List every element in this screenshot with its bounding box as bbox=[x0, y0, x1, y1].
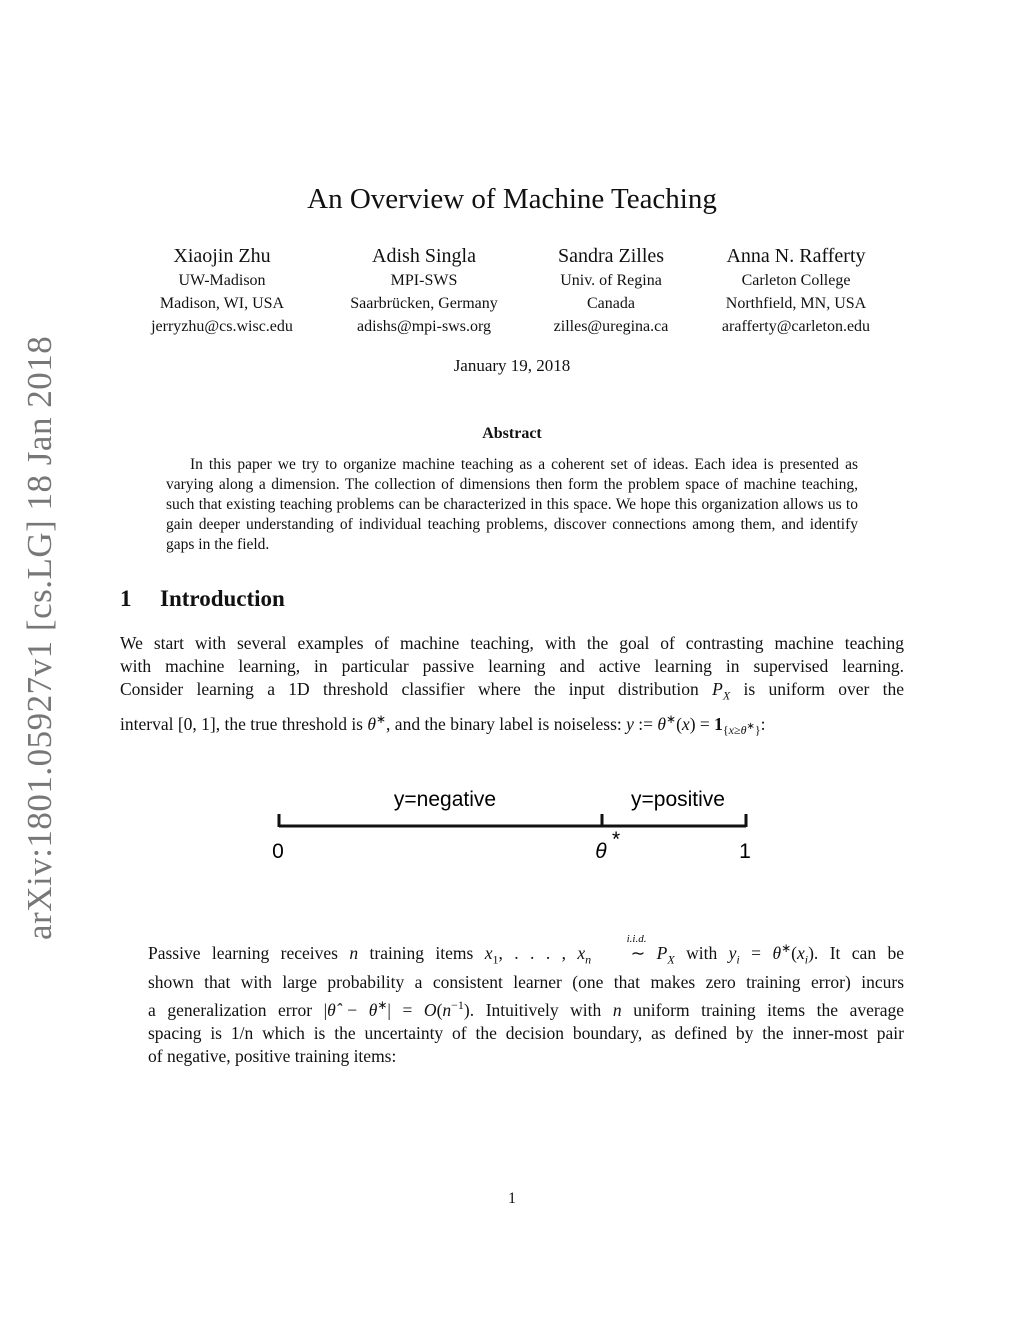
author-location: Saarbrücken, Germany bbox=[350, 295, 498, 312]
line-text: training items bbox=[369, 942, 474, 963]
author-4 bbox=[696, 243, 896, 338]
author-name: Anna N. Rafferty bbox=[726, 245, 866, 267]
section-heading bbox=[120, 586, 285, 612]
line-text: interval [0, 1], the true threshold is bbox=[120, 713, 363, 734]
line-text: uniform training items the average bbox=[633, 1000, 904, 1021]
author-name: Adish Singla bbox=[372, 245, 476, 267]
author-name: Xiaojin Zhu bbox=[173, 245, 271, 267]
author-affiliation: UW-Madison bbox=[178, 272, 266, 289]
math-var: P bbox=[712, 679, 723, 699]
page-number: 1 bbox=[508, 1190, 516, 1207]
author-email[interactable]: zilles@uregina.ca bbox=[553, 318, 669, 335]
paragraph-line: shown that with large probability a consistent learner (one that makes zero training error) incurs bbox=[148, 972, 904, 993]
paragraph-line bbox=[120, 678, 904, 708]
author-1 bbox=[122, 243, 322, 338]
line-text: , and the binary label is noiseless: bbox=[386, 713, 622, 734]
line-text: with bbox=[686, 942, 718, 963]
paragraph-line: a generalization error |θ̂ − $\theta^∗| = O(n^{-1})$. Intuitively with n uniform training items the average bbox=[148, 998, 904, 1021]
label-negative: y=negative bbox=[393, 788, 497, 811]
paragraph-line: interval [0, 1], the true threshold is θ∗, and the binary label is noiseless: y := $\theta^∗(x) = 1_{\{x\ge\theta^∗\}}$: bbox=[120, 711, 766, 737]
tick-label-theta-star: * bbox=[612, 828, 621, 851]
label-positive: y=positive bbox=[631, 788, 725, 811]
author-email[interactable]: adishs@mpi-sws.org bbox=[357, 318, 491, 335]
section-number: 1 bbox=[120, 586, 132, 611]
tick-label-one: 1 bbox=[739, 840, 751, 863]
arxiv-identifier: arXiv:1801.05927v1 [cs.LG] 18 Jan 2018 bbox=[20, 335, 59, 940]
line-text: . It can be bbox=[813, 942, 904, 963]
line-text: Consider learning a 1D threshold classifier where the input distribution bbox=[120, 679, 699, 699]
passive-learning-paragraph bbox=[120, 932, 904, 1068]
intro-paragraph bbox=[120, 632, 904, 742]
paper-title: An Overview of Machine Teaching bbox=[307, 183, 717, 215]
paragraph-line: We start with several examples of machine teaching, with the goal of contrasting machine teaching bbox=[120, 633, 904, 653]
author-affiliation: Carleton College bbox=[741, 272, 851, 289]
abstract-text: In this paper we try to organize machine teaching as a coherent set of ideas. Each idea is presented as varying along a dimension. The collection of dimensions then form the problem space of machine teaching, such that existing teaching problems can be characterized in this space. We hope this organization allows us to gain deeper understanding of individual teaching problems, discover connections among them, and identify gaps in the field. bbox=[166, 456, 858, 553]
author-location: Madison, WI, USA bbox=[159, 295, 285, 312]
author-email[interactable]: arafferty@carleton.edu bbox=[721, 318, 871, 335]
math-sub: X bbox=[722, 688, 731, 703]
paragraph-line: with machine learning, in particular passive learning and active learning in supervised learning. bbox=[120, 656, 904, 676]
line-text: Passive learning receives bbox=[148, 942, 338, 963]
line-text: a generalization error bbox=[148, 1000, 313, 1021]
author-2 bbox=[324, 243, 524, 338]
author-affiliation: Univ. of Regina bbox=[560, 272, 662, 289]
author-affiliation: MPI-SWS bbox=[390, 272, 458, 289]
author-email[interactable]: jerryzhu@cs.wisc.edu bbox=[151, 318, 293, 335]
author-name: Sandra Zilles bbox=[557, 245, 665, 267]
paragraph-line: Passive learning receives n training items $x_1$, . . . , $x_n$ i.i.d. ∼ $P_X$ with $y_i = \theta^∗(x_i)$. It can be bbox=[120, 937, 904, 971]
author-3 bbox=[521, 243, 701, 338]
threshold-figure bbox=[260, 780, 770, 870]
line-text: . Intuitively with bbox=[469, 1000, 602, 1021]
paragraph-line: spacing is 1/n which is the uncertainty of the decision boundary, as defined by the inner-most pair bbox=[148, 1023, 904, 1044]
tick-label-theta: θ bbox=[595, 840, 607, 863]
author-location: Northfield, MN, USA bbox=[725, 295, 867, 312]
paragraph-line: of negative, positive training items: bbox=[148, 1046, 397, 1067]
line-text: is uniform over the bbox=[743, 679, 905, 699]
abstract-heading: Abstract bbox=[482, 425, 542, 442]
publication-date: January 19, 2018 bbox=[453, 356, 571, 375]
tick-label-zero: 0 bbox=[272, 840, 284, 863]
section-title: Introduction bbox=[160, 586, 285, 611]
iid-label: i.i.d. bbox=[626, 932, 647, 945]
author-location: Canada bbox=[587, 295, 635, 312]
